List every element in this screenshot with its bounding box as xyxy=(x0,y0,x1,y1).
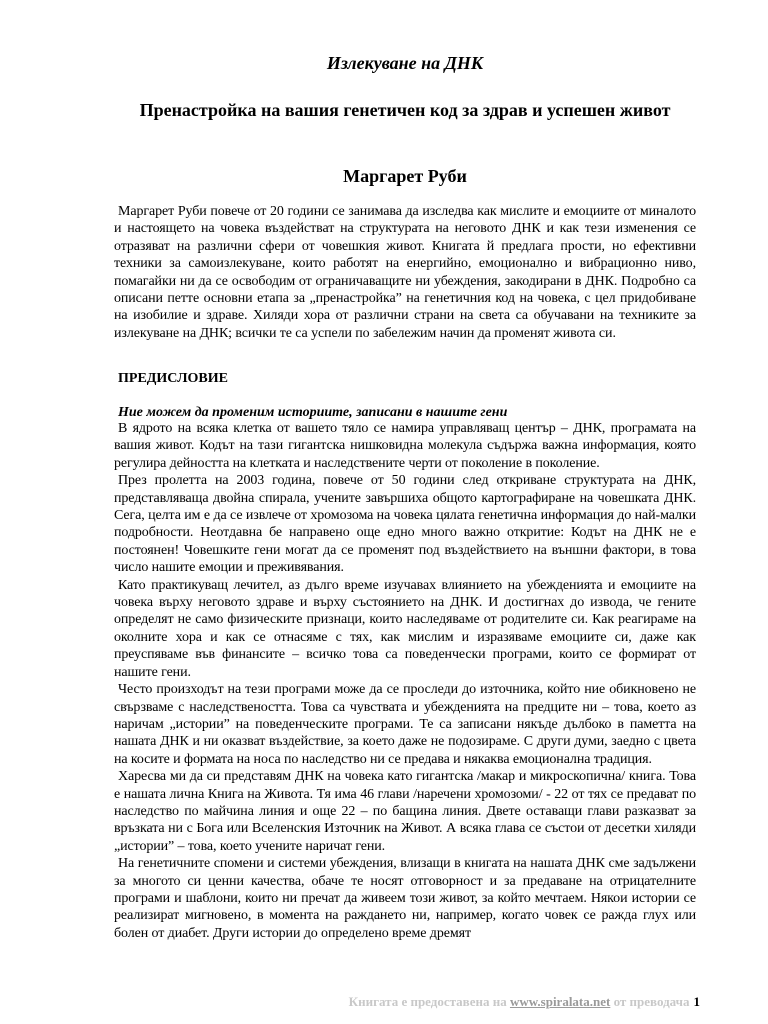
footer-prefix: Книгата е предоставена на xyxy=(348,994,510,1009)
main-text xyxy=(114,420,696,942)
footer-link[interactable]: www.spiralata.net xyxy=(509,994,611,1009)
preface-heading: ПРЕДИСЛОВИЕ xyxy=(118,371,228,386)
paragraph: През пролетта на 2003 година, повече от 50 години след откриване структурата на ДНК, представляваща двойна спирала, учените завършиха общото картографиране на човешката ДНК. Сега, целта им е да се извлече от хромозома на човека цялата генетична информация до най-малки подробности. Неотдавна бе направено още едно много важно откритие: Кодът на ДНК не е постоянен! Човешките гени могат да се променят под въздействието на външни фактори, в това число нашите емоции и преживявания. xyxy=(114,473,696,576)
paragraph: Харесва ми да си представям ДНК на човека като гигантска /макар и микроскопична/ книга. Това е нашата лична Книга на Живота. Тя има 46 глави /наречени хромозоми/ - 22 от тях се предават по наследство по майчина линия и още 22 – по бащина линия. Двете оставащи глави разказват за връзката ни с Бога или Вселенския Източник на Живот. А всяка глава се състои от десетки хиляди „истории” – това, което учените наричат гени. xyxy=(114,769,696,854)
page-number: 1 xyxy=(693,994,700,1009)
section-heading: Ние можем да променим историите, записани в нашите гени xyxy=(118,405,508,420)
paragraph: На генетичните спомени и системи убеждения, влизащи в книгата на нашата ДНК сме задължени за многото си ценни качества, обаче те носят отговорност и за предаване на отрицателните програми и шаблони, които ни пречат да живеем този живот, за който мечтаем. Някои истории се реализират мигновено, в момента на раждането ни, например, когато човек се ражда глух или болен от диабет. Други истории до определено време дремят xyxy=(114,856,696,941)
page-title: Излекуване на ДНК xyxy=(326,53,484,73)
intro-section xyxy=(114,203,696,342)
footer-suffix: от преводача xyxy=(610,994,690,1009)
paragraph: В ядрото на всяка клетка от вашето тяло се намира управляващ център – ДНК, програмата на вашия живот. Кодът на тази гигантска нишковидна молекула съдържа важна информация, която регулира дейността на клетката и наследствените черти от поколение в поколение. xyxy=(114,421,696,471)
intro-paragraph: Маргарет Руби повече от 20 години се занимава да изследва как мислите и емоциите от миналото и настоящето на човека въздействат на структурата на неговото ДНК и как тези изменения се отразяват на различни сфери от човешкия живот. Книгата й предлага прости, но ефективни техники за самоизлекуване, които работят на енергийно, емоционално и вибрационно ниво, помагайки ни да се освободим от ограничаващите ни убеждения, закодирани в ДНК. Подробно са описани петте основни етапа за „пренастройка” на генетичния код на човека, с цел придобиване на изобилие и здраве. Хиляди хора от различни страни на света са обучавани на техниките за излекуване на ДНК; всички те са успели по забележим начин да променят живота си. xyxy=(114,204,696,341)
author-name: Маргарет Руби xyxy=(343,166,467,186)
paragraph: Като практикуващ лечител, аз дълго време изучавах влиянието на убежденията и емоциите на човека върху неговото здраве и върху състоянието на ДНК. И достигнах до извода, че гените определят не само физическите признаци, които наследяваме от родителите си. Как реагираме на околните хора и как се отнасяме с тях, как мислим и изразяваме емоциите си, даже как преуспяваме във финансите – всичко това са поведенчески програми, които се формират от нашите гени. xyxy=(114,577,696,680)
paragraph: Често произходът на тези програми може да се проследи до източника, който ние обикновено не свързваме с наследствеността. Това са чувствата и убежденията на предците ни – това, което аз наричам „истории” на поведенческите програми. Те са записани някъде дълбоко в паметта на нашата ДНК и ни оказват въздействие, за което даже не подозираме. С други думи, заедно с цвета на косите и формата на носа по наследство ни се предава и някаква емоционална традиция. xyxy=(114,682,696,767)
page-footer xyxy=(349,994,700,1010)
page-subtitle: Пренастройка на вашия генетичен код за здрав и успешен живот xyxy=(139,100,671,120)
